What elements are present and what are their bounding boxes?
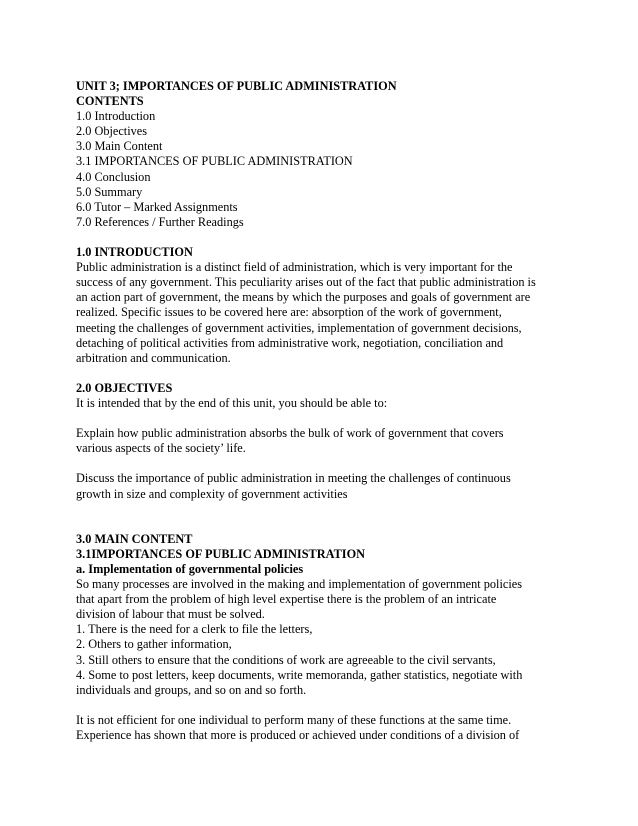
paragraph-line: It is not efficient for one individual to perform many of these functions at the same time. xyxy=(76,712,512,727)
objectives-heading: 2.0 OBJECTIVES xyxy=(76,380,173,395)
objective-item-line: Explain how public administration absorbs the bulk of work of government that covers xyxy=(76,426,504,441)
introduction-heading: 1.0 INTRODUCTION xyxy=(76,245,193,260)
list-item: individuals and groups, and so on and so forth. xyxy=(76,682,307,697)
introduction-section xyxy=(76,245,566,366)
objective-item-line: Discuss the importance of public administration in meeting the challenges of continuous xyxy=(76,471,511,486)
introduction-text-line: success of any government. This peculiarity arises out of the fact that public administration is xyxy=(76,275,536,290)
contents-list xyxy=(76,109,566,230)
paragraph-line: that apart from the problem of high level expertise there is the problem of an intricate xyxy=(76,592,497,607)
introduction-text-line: arbitration and communication. xyxy=(76,350,231,365)
contents-item: 4.0 Conclusion xyxy=(76,169,151,184)
contents-item: 6.0 Tutor – Marked Assignments xyxy=(76,199,238,214)
contents-label: CONTENTS xyxy=(76,94,144,109)
introduction-text-line: Public administration is a distinct field of administration, which is very important for the xyxy=(76,260,513,275)
introduction-text-line: meeting the challenges of government activities, implementation of government decisions, xyxy=(76,320,522,335)
document-page xyxy=(76,79,566,743)
contents-item: 3.0 Main Content xyxy=(76,139,163,154)
unit-title: UNIT 3; IMPORTANCES OF PUBLIC ADMINISTRATION xyxy=(76,79,397,93)
list-item: 3. Still others to ensure that the conditions of work are agreeable to the civil servants, xyxy=(76,652,496,667)
main-content-section xyxy=(76,532,566,743)
list-item: 4. Some to post letters, keep documents, write memoranda, gather statistics, negotiate with xyxy=(76,667,523,682)
main-content-heading: 3.0 MAIN CONTENT xyxy=(76,531,193,546)
paragraph-line: So many processes are involved in the making and implementation of government policies xyxy=(76,577,522,592)
paragraph-line: Experience has shown that more is produced or achieved under conditions of a division of xyxy=(76,728,520,743)
introduction-text-line: an action part of government, the means by which the purposes and goals of government are xyxy=(76,290,531,305)
contents-item: 2.0 Objectives xyxy=(76,124,148,139)
objective-item-line: growth in size and complexity of government activities xyxy=(76,486,348,501)
contents-item: 1.0 Introduction xyxy=(76,109,156,124)
objectives-section xyxy=(76,381,566,502)
introduction-text-line: realized. Specific issues to be covered here are: absorption of the work of government, xyxy=(76,305,502,320)
section-a-title: a. Implementation of governmental policies xyxy=(76,562,304,576)
objective-item-line: various aspects of the society’ life. xyxy=(76,441,246,456)
contents-item: 3.1 IMPORTANCES OF PUBLIC ADMINISTRATION xyxy=(76,154,353,169)
paragraph-line: division of labour that must be solved. xyxy=(76,607,265,622)
contents-item: 5.0 Summary xyxy=(76,184,143,199)
list-item: 2. Others to gather information, xyxy=(76,637,232,652)
introduction-text-line: detaching of political activities from administrative work, negotiation, conciliation and xyxy=(76,335,504,350)
contents-item: 7.0 References / Further Readings xyxy=(76,214,244,229)
objectives-intro: It is intended that by the end of this unit, you should be able to: xyxy=(76,395,388,410)
list-item: 1. There is the need for a clerk to file the letters, xyxy=(76,622,313,637)
main-content-subheading: 3.1IMPORTANCES OF PUBLIC ADMINISTRATION xyxy=(76,546,366,561)
